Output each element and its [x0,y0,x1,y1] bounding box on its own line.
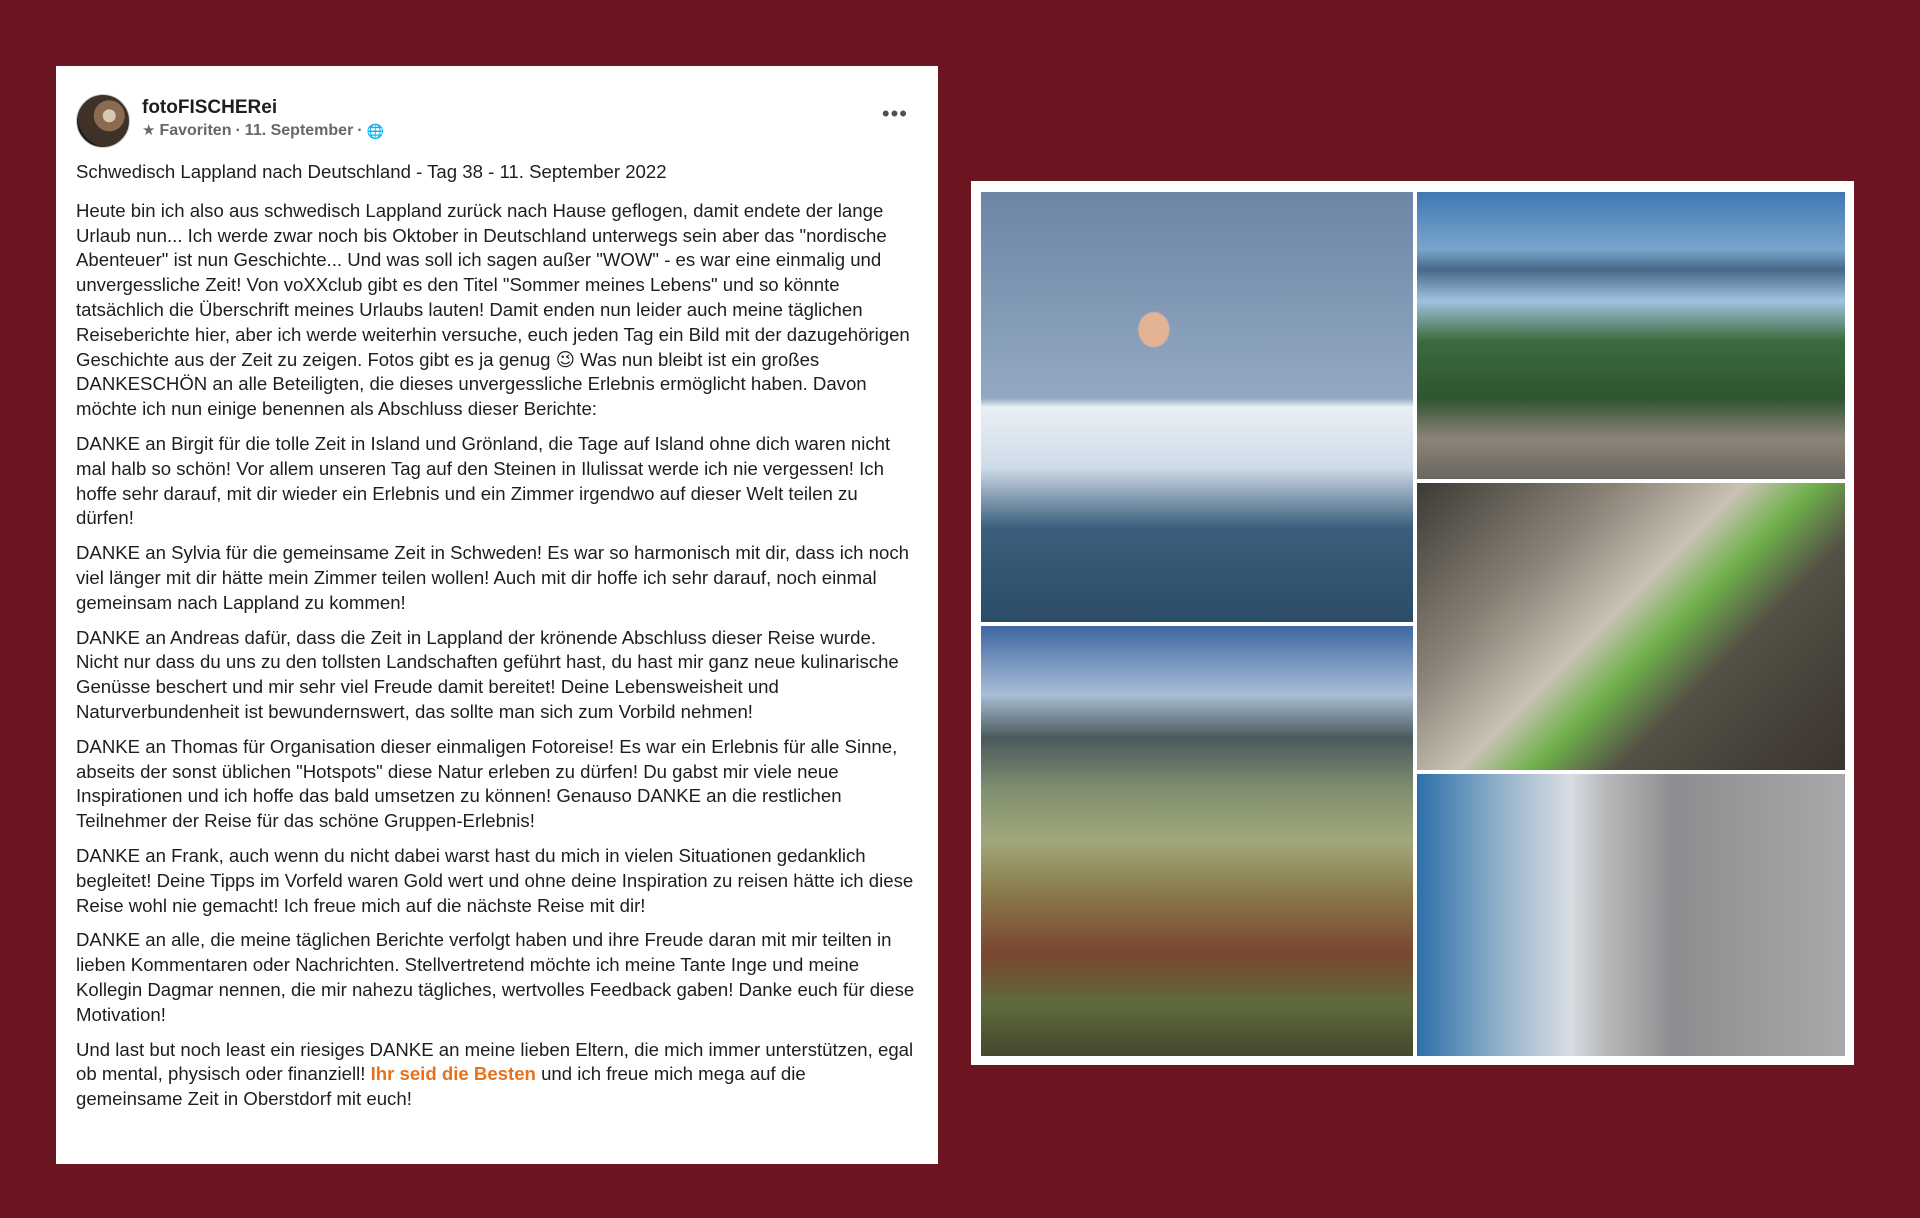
photo-collage [971,181,1854,1065]
paragraph: DANKE an Birgit für die tolle Zeit in Island und Grönland, die Tage auf Island ohne dich waren nicht mal halb so schön! Vor allem unseren Tag auf den Steinen in Ilulissat werde ich nie vergessen! Ich hoffe sehr darauf, mit dir wieder ein Erlebnis und ein Zimmer irgendwo auf dieser Welt teilen zu dürfen! [76,432,891,529]
photo-man-lake-view[interactable] [1417,192,1845,479]
post-header [76,94,916,152]
post-text [76,160,916,1112]
paragraph: DANKE an Andreas dafür, dass die Zeit in Lappland der krönende Abschluss dieser Reise wurde. Nicht nur dass du uns zu den tollsten Landschaften geführt hast, du hast mir ganz neue kulinarische Genüsse beschert und mir sehr viel Freude damit bereitet! Deine Lebensweisheit und Naturverbundenheit ist bewundernswert, das sollte man sich zum Vorbild nehmen! [76,626,899,722]
last-paragraph-start: Und last but noch least ein riesiges DANKE an meine lieben Eltern, die mich immer unterstützen, egal ob mental, physisch oder finanziell! [76,1038,914,1085]
author-name[interactable]: fotoFISCHERei [142,97,278,118]
paragraph: DANKE an Thomas für Organisation dieser einmaligen Fotoreise! Es war ein Erlebnis für alle Sinne, abseits der sonst üblichen "Hotspots" diese Natur erleben zu dürfen! Du gabst mir viele neue Inspirationen und ich hoffe das bald umsetzen zu können! Genauso DANKE an die restlichen Teilnehmer der Reise für das schöne Gruppen-Erlebnis! [76,735,898,832]
more-options-icon[interactable]: ••• [881,101,908,126]
paragraph: DANKE an Frank, auch wenn du nicht dabei warst hast du mich in vielen Situationen gedanklich begleitet! Deine Tipps im Vorfeld waren Gold wert und ohne deine Inspiration zu reisen hätte ich diese Reise wohl nie gemacht! Ich freue mich auf die nächste Reise mit dir! [76,844,914,916]
avatar[interactable] [76,94,130,148]
photo-man-crouching-rocks[interactable] [1417,483,1845,770]
author-block [142,94,384,142]
photo-woman-valley[interactable] [981,626,1413,1056]
meta-separator: · [357,122,363,139]
post-meta [142,120,384,142]
star-icon: ★ [142,122,156,139]
photo-woman-glacier[interactable] [981,192,1413,622]
meta-separator: · [235,122,241,139]
last-paragraph [76,1038,916,1112]
paragraph: DANKE an alle, die meine täglichen Berichte verfolgt haben und ihre Freude daran mit mir teilten in lieben Kommentaren oder Nachrichten. Stellvertretend möchte ich meine Tante Inge und meine Kollegin Dagmar nennen, die mir nahezu tägliches, wertvolles Feedback gaben! Danke euch für diese Motivation! [76,929,915,1025]
favorites-label: Favoriten [159,122,232,139]
post-date[interactable]: 11. September [244,122,354,139]
photo-airport-couple[interactable] [1417,774,1845,1056]
paragraph: Heute bin ich also aus schwedisch Lappland zurück nach Hause geflogen, damit endete der lange Urlaub nun... Ich werde zwar noch bis Oktober in Deutschland unterwegs sein aber das "nordische Abenteuer" ist nun Geschichte... Und was soll ich sagen außer "WOW" - es war eine einmalig und unvergessliche Zeit! Von voXXclub gibt es den Titel "Sommer meines Lebens" und so könnte tatsächlich die Überschrift meines Urlaubs lauten! Damit enden nun leider auch meine täglichen Reiseberichte hier, aber ich werde weiterhin versuche, euch jeden Tag ein Bild mit der dazugehörigen Geschichte aus der Zeit zu zeigen. Fotos gibt es ja genug 😉 Was nun bleibt ist ein großes DANKESCHÖN an alle Beteiligten, die dieses unvergessliche Erlebnis ermöglicht haben. Davon möchte ich nun einige benennen als Abschluss dieser Berichte: [76,199,910,420]
last-paragraph-end: und ich freue mich mega auf die gemeinsame Zeit in Oberstdorf mit euch! [76,1063,806,1110]
paragraph: DANKE an Sylvia für die gemeinsame Zeit in Schweden! Es war so harmonisch mit dir, dass ich noch viel länger mit dir hätte mein Zimmer teilen wollen! Auch mit dir hoffe ich sehr darauf, noch einmal gemeinsam nach Lappland zu kommen! [76,542,909,613]
highlighted-text: Ihr seid die Besten [370,1063,536,1085]
facebook-post [56,66,938,1164]
post-title: Schwedisch Lappland nach Deutschland - Tag 38 - 11. September 2022 [76,161,667,182]
globe-icon: 🌐 [366,123,385,139]
